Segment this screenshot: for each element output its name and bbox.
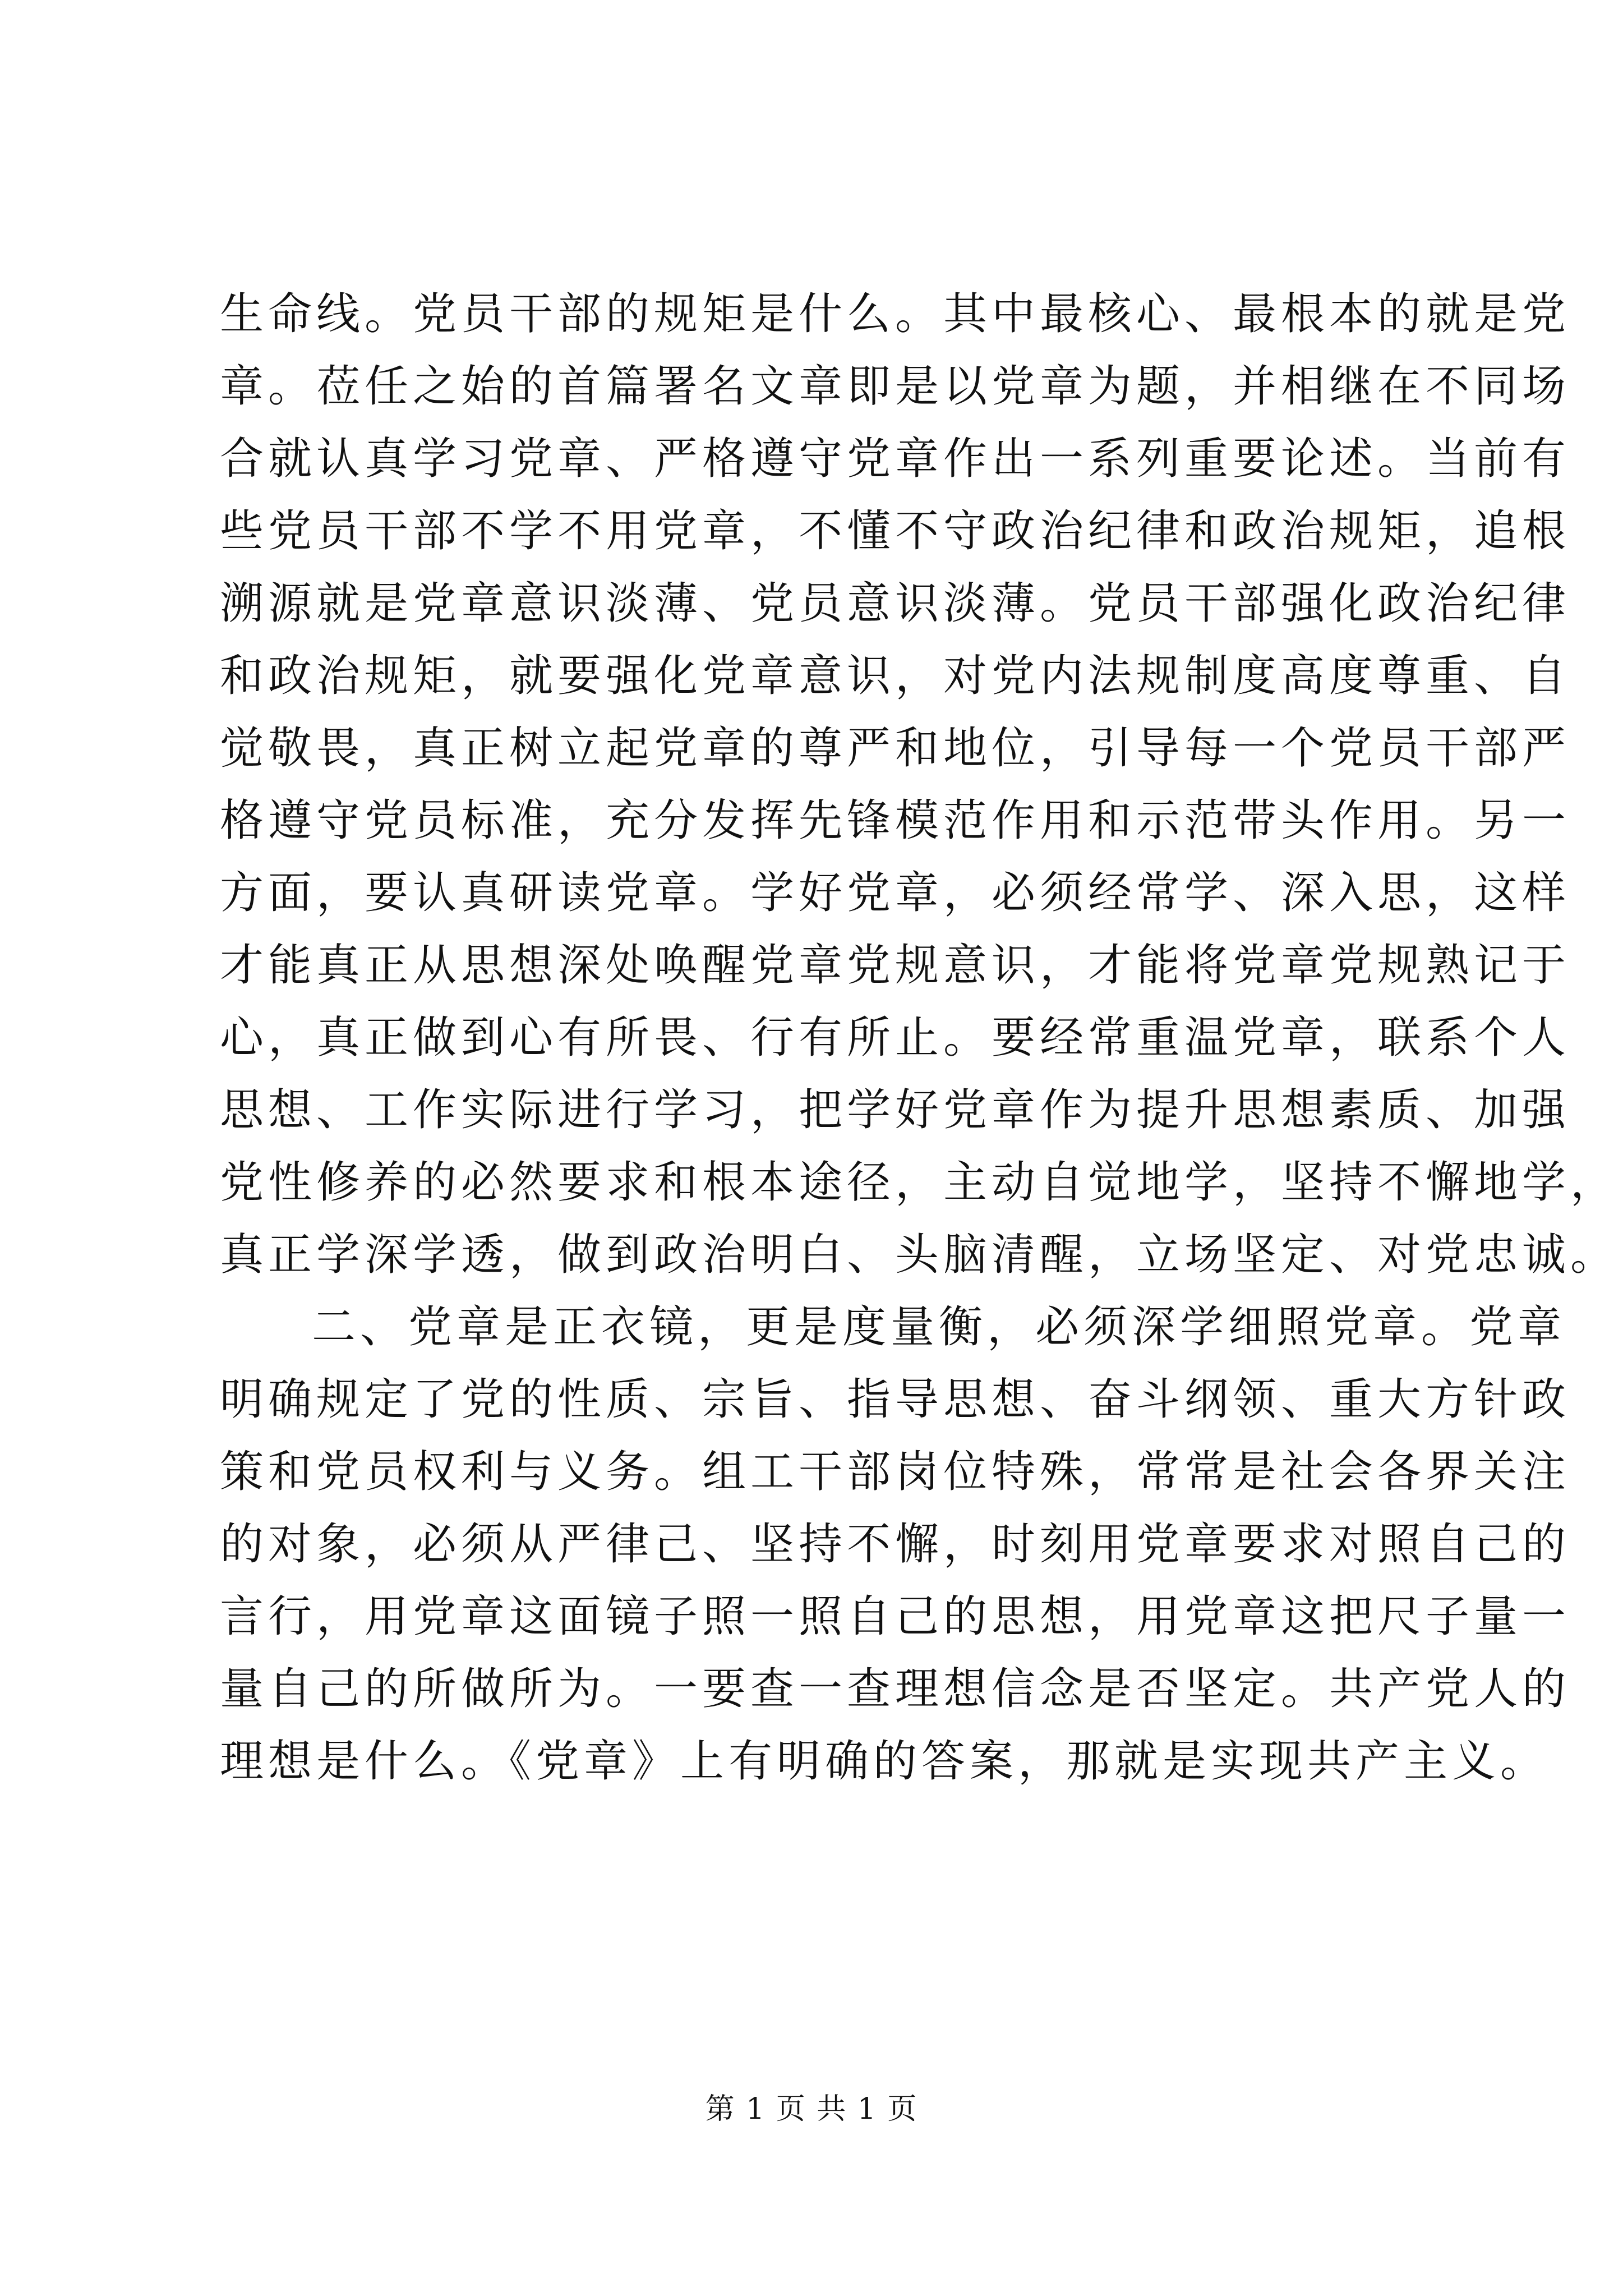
text-line: 心，真正做到心有所畏、行有所止。要经常重温党章，联系个人 [220, 1013, 1571, 1063]
text-line: 溯源就是党章意识淡薄、党员意识淡薄。党员干部强化政治纪律 [220, 578, 1571, 629]
text-line: 言行，用党章这面镜子照一照自己的思想，用党章这把尺子量一 [220, 1591, 1571, 1642]
text-line: 方面，要认真研读党章。学好党章，必须经常学、深入思，这样 [220, 868, 1571, 918]
body-text [220, 278, 1619, 1798]
text-line: 和政治规矩，就要强化党章意识，对党内法规制度高度尊重、自 [220, 651, 1571, 701]
text-line: 的对象，必须从严律己、坚持不懈，时刻用党章要求对照自己的 [220, 1519, 1571, 1570]
text-line: 策和党员权利与义务。组工干部岗位特殊，常常是社会各界关注 [220, 1447, 1571, 1497]
text-line: 理想是什么。《党章》上有明确的答案，那就是实现共产主义。 [220, 1736, 1549, 1787]
text-line: 思想、工作实际进行学习，把学好党章作为提升思想素质、加强 [220, 1085, 1571, 1135]
text-line: 格遵守党员标准，充分发挥先锋模范作用和示范带头作用。另一 [220, 795, 1571, 846]
text-line: 明确规定了党的性质、宗旨、指导思想、奋斗纲领、重大方针政 [220, 1374, 1571, 1425]
text-line: 合就认真学习党章、严格遵守党章作出一系列重要论述。当前有 [220, 434, 1571, 484]
text-line: 党性修养的必然要求和根本途径，主动自觉地学，坚持不懈地学， [220, 1157, 1619, 1208]
text-line: 真正学深学透，做到政治明白、头脑清醒，立场坚定、对党忠诚。 [220, 1230, 1619, 1280]
text-line: 生命线。党员干部的规矩是什么。其中最核心、最根本的就是党 [220, 289, 1571, 339]
page-number-footer: 第 1 页 共 1 页 [705, 2092, 918, 2126]
text-line: 觉敬畏，真正树立起党章的尊严和地位，引导每一个党员干部严 [220, 723, 1571, 774]
paragraph-start-line: 二、党章是正衣镜，更是度量衡，必须深学细照党章。党章 [312, 1302, 1566, 1352]
text-line: 章。莅任之始的首篇署名文章即是以党章为题，并相继在不同场 [220, 361, 1571, 412]
text-line: 才能真正从思想深处唤醒党章党规意识，才能将党章党规熟记于 [220, 940, 1571, 991]
text-line: 量自己的所做所为。一要查一查理想信念是否坚定。共产党人的 [220, 1664, 1571, 1714]
text-line: 些党员干部不学不用党章，不懂不守政治纪律和政治规矩，追根 [220, 506, 1571, 556]
